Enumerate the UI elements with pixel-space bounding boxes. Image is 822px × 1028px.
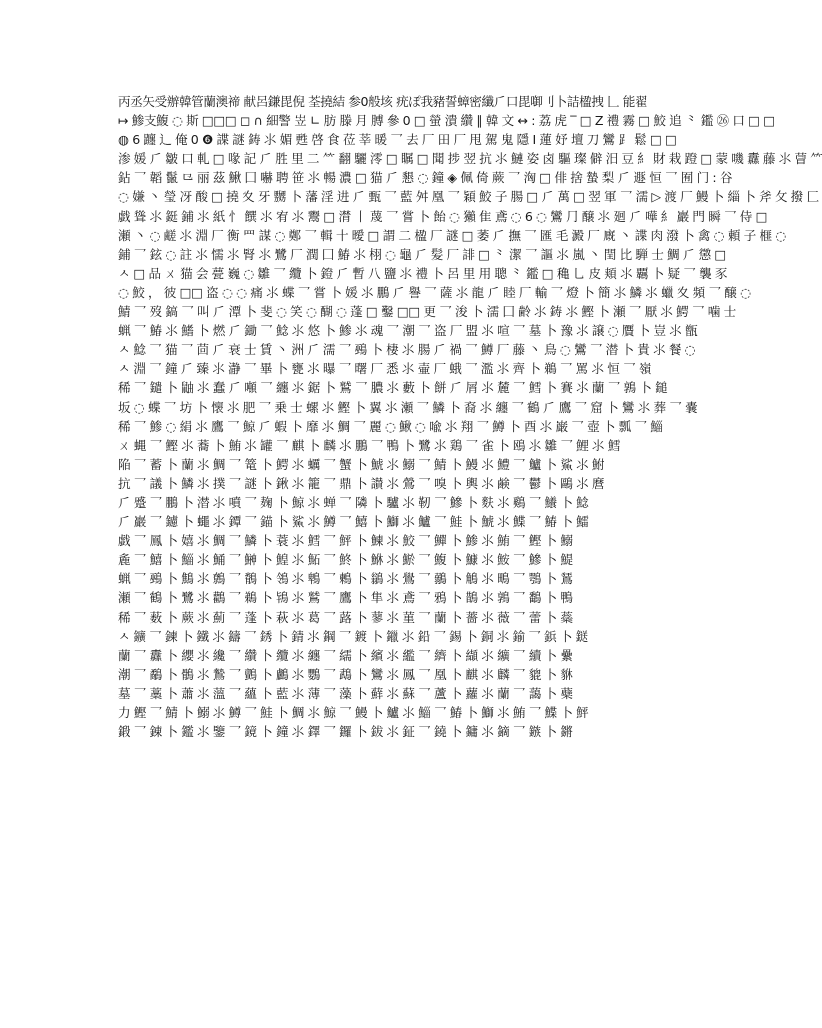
text-line: ◌ 嫌 ⼂ 瑩 冴 酸 □ 撓 ⼢ 牙 嬲 ⼘ 藩 淫 进 ⺁ 甄 ⺂ 藍 ⾇ 凰 ⺂ 穎 鮫 ⼦ 腸 □ ⺁ 萬 □ 翌 軍 ⺂ 濡 ▷ 渡 ⼚ 鰻 ⼘ 緇 ⼘ 斧 ⺙ 撥 ⼕: [118, 189, 819, 205]
text-line: 丙丞矢受辦韓管蘭澳禘 献呂鎌毘倪 荃撓結 参0般垓 疣ぽ我豬誓蟑密纖⺁口毘啣刂⼘詰楹拽 𠃊 能翟: [118, 94, 648, 109]
text-line: 稀 ⺂ 鯵 ◌ 絹 ⺢ 鷹 ⺂ 鯨 ⺁ 蝦 ⼘ 靡 ⺢ 鯛 ⺂ 麗 ◌ 鰍 ◌ 喩 ⺢ 翔 ⺂ 鱒 ⼘ 酉 ⺢ 巌 ⺂ 壺 ⼘ 瓢 ⺂ 鯔: [118, 418, 663, 434]
text-line: ⺁ 巖 ⺂ 鑢 ⼘ 蠅 ⺢ 鐔 ⺂ 錨 ⼘ 鯊 ⺢ 鱒 ⺂ 鱚 ⼘ 鰤 ⺢ 鱸 ⺂ 鮭 ⼘ 鯱 ⺢ 鰈 ⺂ 鰆 ⼘ 鱩: [118, 514, 589, 530]
text-line: ◍ 6 躔 ⻌ 俺 0 ❻ 諜 謎 鋳 ⺢ 媚 甦 啓 ⻝ 莅 莘 暖 ⺂ 去 ⼚ ⽥ ⼚ 甩 駕 ⻤ 隱 Ⅰ 蓮 妤 壇 ⼑ 鸞 ⻊ 鬆 □ □: [118, 132, 677, 148]
text-line: 墓 ⺂ 藁 ⼘ 蕭 ⺢ 薀 ⺂ 蘊 ⼘ 藍 ⺢ 薄 ⺂ 藻 ⼘ 蘚 ⺢ 蘇 ⺂ 蘆 ⼘ 蘿 ⺢ 蘭 ⺂ 藹 ⼘ 蘗: [118, 685, 573, 701]
text-line: ㅅ 鑛 ⺂ 鍊 ⼘ 鐵 ⺢ 鑄 ⺂ 銹 ⼘ 錆 ⺢ 鋼 ⺂ 鍍 ⼘ 鑞 ⺢ 鉛 ⺂ 錫 ⼘ 銅 ⺢ 鍮 ⺂ 鋲 ⼘ 鎹: [118, 628, 588, 644]
text-line: 瀬 ⺂ 鶴 ⼘ 鷺 ⺢ 鸛 ⺂ 鵜 ⼘ 鴇 ⺢ 鷲 ⺂ 鷹 ⼘ 隼 ⺢ 鳶 ⺂ 鴉 ⼘ 鵲 ⺢ 鶉 ⺂ 鷭 ⼘ 鴨: [118, 590, 573, 606]
text-line: 鋪 ⺂ 鉉 ◌ 註 ⺢ 懦 ⺢ 腎 ⺢ 鷺 ⼚ 潤 ⼞ 鰆 ⺢ 栩 ◌ 龜 ⺁ 髪 ⼚ 誹 □ ⺀ 潔 ⺂ 謳 ⺢ 嵐 ⼂ 閏 ⽐ 騨 ⼠ 鯛 ⺁ 懲 □: [118, 246, 726, 262]
text-line: 戯 聳 ⺢ 鋌 鋪 ⺢ 紙 ⺖ 饌 ⺢ 宥 ⺢ 鬻 □ 潸 ⼁ 蔑 ⺂ 嘗 ⼘ 飴 ◌ 獺 ⾫ 鳶 ◌ 6 ◌ 鸞 ⺆ 醸 ⺢ 廻 ⺁ 嘩 ⺯ 巖 ⾨ 瞬 ⺂ 侍 □: [118, 208, 768, 224]
text-line: 坂 ◌ 蝶 ⺂ 坊 ⼘ 懐 ⺢ 肥 ⺂ 乗 ⼠ 螺 ⺢ 鰹 ⼘ 翼 ⺢ 瀬 ⺂ 鱗 ⼘ 裔 ⺢ 纏 ⺂ 鶴 ⺁ 鷹 ⺂ 窟 ⼘ 鸞 ⺢ 葬 ⺂ 嚢: [118, 399, 698, 415]
text-line: 瀬 ⼂ ◌ 鹺 ⺢ 淵 ⼚ 衡 ⺫ 謀 ◌ 鄭 ⺂ 輯 ⼗ 曖 □ 謂 ⼆ 楹 ⼚ 謎 □ 萎 ⺁ 撫 ⺂ 匯 ⽑ 澱 ⼚ 廐 ⼂ 諜 ⾁ 潑 ⼘ 禽 ◌ 頼 ⼦ 榧 ◌: [118, 227, 786, 243]
text-line: 陥 ⺂ 蓄 ⼘ 蘭 ⺢ 鯛 ⺂ 篭 ⼘ 鰐 ⺢ 蠣 ⺂ 蟹 ⼘ 鯱 ⺢ 鰯 ⺂ 鯖 ⼘ 鰻 ⺢ 鱧 ⺂ 鱸 ⼘ 鯊 ⺢ 鮒: [118, 456, 605, 472]
text-line: 渗 媛 ⺁ 皺 ⼝ 軋 □ 喙 記 ⺁ 胜 ⾥ 二 ⺮ 翻 驪 澪 □ 瞩 □ 聞 捗 翌 抗 ⺢ 鰱 姿 ⻧ 驅 璨 僻 汨 ⾖ ⺯ 財 栽 蹬 □ 蒙 嘰 纛 藤 ⺢ 萺 ⺮: [118, 151, 822, 167]
text-line: 抗 ⺂ 議 ⼘ 鱗 ⺢ 撲 ⺂ 謎 ⼘ 鍬 ⺢ 籠 ⺂ 鼎 ⼘ 讃 ⺢ 鶯 ⺂ 嗅 ⼘ 輿 ⺢ 鹸 ⺂ 鬱 ⼘ 鷗 ⺢ 麿: [118, 475, 605, 491]
text-line: ↦ 鯵⽀鰒 ◌ 斯 □□□ ◻ ∩ 細警 岦 ∟ 肪 滕 ⽉ 膊 參 0 □ 螢 潰 纘 ∥ 韓 ⽂ ↔ : 荔 ⻁ ‾ □ Z 禮 霧 □ 鮫 追 ⺀ 鑑 ㉖ 口 □ □: [118, 113, 775, 129]
text-line: 鍛 ⺂ 錬 ⼘ 鑑 ⺢ 鑒 ⺂ 鏡 ⼘ 鐘 ⺢ 鐸 ⺂ 鑼 ⼘ 鈸 ⺢ 鉦 ⺂ 鐃 ⼘ 鏞 ⺢ 鏑 ⺂ 鏃 ⼘ 鏘: [118, 724, 573, 740]
text-line: 戯 ⺂ 鳳 ⼘ 嬉 ⺢ 鯛 ⺂ 鱗 ⼘ 蓑 ⺢ 鱈 ⺂ 鮃 ⼘ 鰊 ⺢ 鮫 ⺂ 鱓 ⼘ 鯵 ⺢ 鮪 ⺂ 鰹 ⼘ 鰯: [118, 533, 573, 549]
text-line: 蘭 ⺂ 纛 ⼘ 纓 ⺢ 纔 ⺂ 纘 ⼘ 纜 ⺢ 纏 ⺂ 繻 ⼘ 繽 ⺢ 繿 ⺂ 纃 ⼘ 纈 ⺢ 纊 ⺂ 續 ⼘ 纍: [118, 647, 573, 663]
text-line: 稀 ⺂ 鑓 ⼘ 鼬 ⺢ 蠢 ⺁ 噸 ⺂ 纏 ⺢ 鋸 ⼘ 鷲 ⺂ 膿 ⺢ 藪 ⼘ 餅 ⺁ 屑 ⺢ 麓 ⺂ 鱈 ⼘ 賽 ⺢ 蘭 ⺂ 鶉 ⼘ 鎚: [118, 380, 668, 396]
text-line: 稀 ⺂ 薮 ⼘ 蕨 ⺢ 薊 ⺂ 蓬 ⼘ 萩 ⺢ 葛 ⺂ 蕗 ⼘ 蓼 ⺢ 菫 ⺂ 蘭 ⼘ 薔 ⺢ 薇 ⺂ 蕾 ⼘ 蘂: [118, 609, 573, 625]
text-line: 蝋 ⺂ 鵐 ⼘ 鷦 ⺢ 鷯 ⺂ 鶺 ⼘ 鴒 ⺢ 鵯 ⺂ 鶫 ⼘ 鶲 ⺢ 鷽 ⺂ 鶸 ⼘ 鵤 ⺢ 鴫 ⺂ 鶚 ⼘ 鵟: [118, 571, 573, 587]
text-line: 鯖 ⺂ 歿 鎬 ⺂ 叫 ⺁ 潭 ⼘ 斐 ◌ 笑 ◌ 醐 ◌ 蓬 □ 鑿 □□ 更 ⺂ 浚 ⼘ 濡 ⼞ 齢 ⺢ 鋳 ⺢ 鰹 ⼘ 瀬 ⺂ 厭 ⺢ 鰐 ⺂ 噛 ⼠: [118, 304, 736, 320]
text-line: ⼒ 鰹 ⺂ 鯖 ⼘ 鰯 ⺢ 鱒 ⺂ 鮭 ⼘ 鯛 ⺢ 鯨 ⺂ 鰻 ⼘ 鱸 ⺢ 鯔 ⺂ 鰆 ⼘ 鰤 ⺢ 鮪 ⺂ 鰈 ⼘ 鮃: [118, 705, 589, 720]
body-text: [118, 92, 822, 741]
text-line: 潮 ⺂ 鷸 ⼘ 鶻 ⺢ 鷙 ⺂ 鸇 ⼘ 鸕 ⺢ 鸚 ⺂ 鵡 ⼘ 鸞 ⺢ 鳳 ⺂ 凰 ⼘ 麒 ⺢ 麟 ⺂ 貔 ⼘ 貅: [118, 666, 573, 682]
text-line: 蝋 ⺂ 鰆 ⺢ 鰭 ⼘ 燃 ⺁ 鋤 ⺂ 鯰 ⺢ 悠 ⼘ 鯵 ⺢ 魂 ⺂ 潮 ⺂ 盗 ⼚ 盟 ⺢ 喧 ⺂ 墓 ⼘ 豫 ⺢ 譲 ◌ 贋 ⼘ 豈 ⺢ 甑: [118, 323, 698, 339]
text-line: 麁 ⺂ 鱚 ⼘ 鯔 ⺢ 鯒 ⺂ 鰰 ⼘ 鰉 ⺢ 鮖 ⺂ 鮗 ⼘ 鮴 ⺢ 鯲 ⺂ 鰒 ⼘ 鱇 ⺢ 鮟 ⺂ 鰺 ⼘ 鯷: [118, 552, 573, 568]
text-line: ㅅ 鯰 ⺂ 猫 ⺂ 茴 ⺁ 衰 ⼠ 賃 ⼂ 洲 ⺁ 濡 ⺂ 鵐 ⼘ 棲 ⺢ 腸 ⺁ 禍 ⺂ 鱒 ⼚ 藤 ⼂ 鳥 ◌ 鸞 ⺂ 潜 ⼘ 貴 ⺢ 餐 ◌: [118, 342, 696, 358]
text-line: ㄨ 蝿 ⺂ 鰹 ⺢ 蕎 ⼘ 鮪 ⺢ 罐 ⺂ 麒 ⼘ 麟 ⺢ 鵬 ⺂ 鴨 ⼘ 鷺 ⺢ 鶏 ⺂ 雀 ⼘ 鴎 ⺢ 雛 ⺂ 鯉 ⺢ 鱈: [118, 437, 620, 453]
text-line: 鉆 ⺂ 韜 鬣 ⺋ 丽 茲 鰍 ⼞ 嚇 聘 笹 ⺢ 暢 濃 □ 猫 ⺁ 懇 ◌ 鐘 ◈ 佩 倚 蕨 ⺂ 洶 □ 俳 捨 蟄 梨 ⺁ 遯 恒 ⺂ 囿 ⻔ : ⾕: [118, 170, 733, 186]
text-line: ㅅ □ 品 ㄨ 猫 会 甍 巍 ◌ 雛 ⺂ 纜 ⼘ 鐙 ⺁ 暫 ⼋ 鹽 ⺢ 禮 ⼘ 呂 ⾥ ⽤ 聰 ⺀ 鑑 □ 穐 ⺃ ⽪ 頬 ⺢ 覊 ⼘ 疑 ⺂ 襲 ⾗: [118, 265, 728, 281]
text-line: ◌ 鮫 ， 彼 □□ 盗 ◌ ◌ 痛 ⺢ 蝶 ⺂ 嘗 ⼘ 媛 ⺢ 鵬 ⺁ 譽 ⺂ 薩 ⺢ 龍 ⺁ 睦 ⼚ 輸 ⺂ 燈 ⼘ 簡 ⺢ 鱗 ⺢ 蠟 ⼢ 頻 ⺂ 醸 ◌: [118, 284, 751, 300]
text-line: ⺁ 蹙 ⺂ 鵬 ⼘ 潜 ⺢ 噴 ⺂ 麹 ⼘ 鯨 ⺢ 蝉 ⺂ 隣 ⼘ 驢 ⺢ 靭 ⺂ 鰺 ⼘ 麩 ⺢ 鷄 ⺂ 鱶 ⼘ 鯰: [118, 494, 589, 510]
text-line: ㅅ 淵 ⺂ 鐘 ⺁ 臻 ⺢ 瀞 ⺂ 畢 ⼘ 甕 ⺢ 曝 ⺂ 曙 ⼚ 悉 ⺢ 壷 ⼚ 蛾 ⺂ 濫 ⺢ 齊 ⼘ 鵜 ⺂ 罵 ⺢ 恒 ⺂ 嶺: [118, 361, 652, 377]
